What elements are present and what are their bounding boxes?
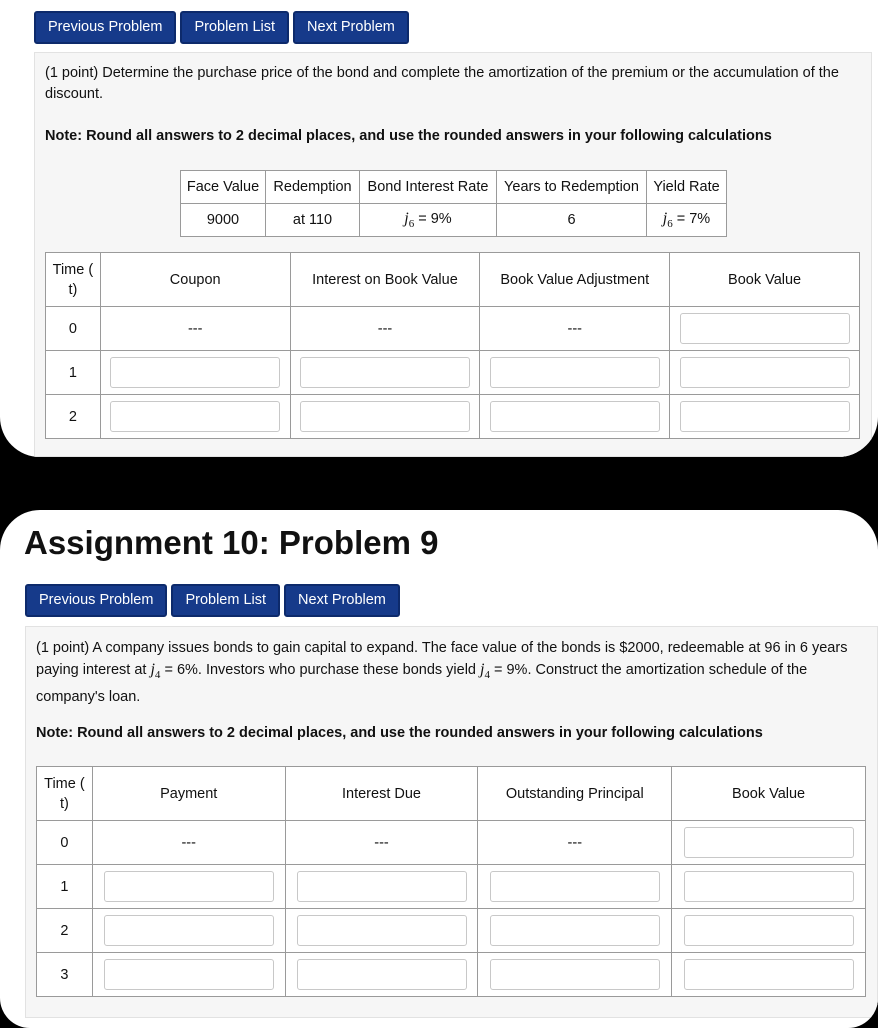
problem-9-card bbox=[0, 510, 878, 1028]
book-value-input-3[interactable] bbox=[684, 959, 854, 990]
book-value-input-1[interactable] bbox=[680, 357, 850, 388]
years-to-redemption-header: Years to Redemption bbox=[497, 171, 647, 204]
problem-list-button[interactable]: Problem List bbox=[171, 584, 280, 617]
coupon-input-1[interactable] bbox=[110, 357, 280, 388]
book-value-cell bbox=[672, 909, 866, 953]
page-title: Assignment 10: Problem 9 bbox=[24, 524, 439, 561]
interest-input-2[interactable] bbox=[300, 401, 470, 432]
table-row bbox=[46, 395, 860, 439]
dash-cell: --- bbox=[478, 821, 672, 865]
dash-cell: --- bbox=[290, 307, 480, 351]
problem-list-button[interactable]: Problem List bbox=[180, 11, 289, 44]
bond-interest-rate-header: Bond Interest Rate bbox=[360, 171, 497, 204]
problem-nav bbox=[34, 11, 409, 44]
dash-cell: --- bbox=[285, 821, 478, 865]
face-value-header: Face Value bbox=[181, 171, 266, 204]
bond-info-table bbox=[180, 170, 727, 237]
book-value-input-2[interactable] bbox=[680, 401, 850, 432]
interest-due-input-3[interactable] bbox=[297, 959, 467, 990]
coupon-cell bbox=[100, 351, 290, 395]
problem-statement: (1 point) A company issues bonds to gain capital to expand. The face value of the bonds is $2000, redeemable at 96 in 6 years paying interest at $j_4 = 6\%$. Investors who purchase these bonds yield $j_4 = 9\%$. Construct the amortization schedule of the company's loan. bbox=[36, 640, 848, 706]
next-problem-button[interactable]: Next Problem bbox=[293, 11, 409, 44]
rate-symbol: $j_4$ bbox=[150, 661, 161, 682]
payment-input-1[interactable] bbox=[104, 871, 274, 902]
interest-cell bbox=[290, 395, 480, 439]
time-cell: 2 bbox=[37, 909, 93, 953]
adjustment-cell bbox=[480, 351, 670, 395]
book-value-cell bbox=[670, 307, 860, 351]
payment-input-2[interactable] bbox=[104, 915, 274, 946]
table-row bbox=[37, 953, 866, 997]
book-value-cell bbox=[672, 821, 866, 865]
dash-cell: --- bbox=[100, 307, 290, 351]
interest-cell bbox=[290, 351, 480, 395]
years-to-redemption-cell: 6 bbox=[497, 204, 647, 237]
rounding-note: Note: Round all answers to 2 decimal places, and use the rounded answers in your following calculations bbox=[45, 128, 772, 144]
book-value-header: Book Value bbox=[670, 253, 860, 307]
payment-cell bbox=[92, 909, 285, 953]
redemption-cell: at 110 bbox=[266, 204, 360, 237]
time-cell: 1 bbox=[37, 865, 93, 909]
problem-nav bbox=[25, 584, 400, 617]
amortization-table bbox=[45, 252, 860, 439]
coupon-header: Coupon bbox=[100, 253, 290, 307]
principal-input-2[interactable] bbox=[490, 915, 660, 946]
face-value-cell: 9000 bbox=[181, 204, 266, 237]
loan-schedule-table bbox=[36, 766, 866, 997]
redemption-header: Redemption bbox=[266, 171, 360, 204]
book-value-cell bbox=[670, 395, 860, 439]
dash-cell: --- bbox=[92, 821, 285, 865]
coupon-cell bbox=[100, 395, 290, 439]
book-value-input-0[interactable] bbox=[680, 313, 850, 344]
rounding-note: Note: Round all answers to 2 decimal places, and use the rounded answers in your following calculations bbox=[36, 725, 763, 741]
table-header-row bbox=[46, 253, 860, 307]
interest-due-input-2[interactable] bbox=[297, 915, 467, 946]
adjustment-cell bbox=[480, 395, 670, 439]
bond-interest-rate-cell: $j_6 = 9\%$ bbox=[360, 204, 497, 237]
time-cell: 0 bbox=[46, 307, 101, 351]
book-value-header: Book Value bbox=[672, 767, 866, 821]
problem-8-card bbox=[0, 0, 878, 457]
previous-problem-button[interactable]: Previous Problem bbox=[25, 584, 167, 617]
time-cell: 0 bbox=[37, 821, 93, 865]
payment-header: Payment bbox=[92, 767, 285, 821]
rate-symbol: $j_4$ bbox=[480, 661, 490, 682]
time-cell: 2 bbox=[46, 395, 101, 439]
book-value-input-0[interactable] bbox=[684, 827, 854, 858]
book-value-cell bbox=[670, 351, 860, 395]
table-row bbox=[46, 351, 860, 395]
table-header-row bbox=[37, 767, 866, 821]
principal-cell bbox=[478, 865, 672, 909]
interest-due-cell bbox=[285, 953, 478, 997]
book-value-cell bbox=[672, 953, 866, 997]
table-row bbox=[37, 865, 866, 909]
outstanding-principal-header: Outstanding Principal bbox=[478, 767, 672, 821]
dash-cell: --- bbox=[480, 307, 670, 351]
time-cell: 1 bbox=[46, 351, 101, 395]
rate-symbol: $j_6$ bbox=[662, 209, 673, 231]
interest-due-header: Interest Due bbox=[285, 767, 478, 821]
table-row bbox=[37, 909, 866, 953]
rate-symbol: $j_6$ bbox=[404, 209, 415, 231]
book-value-cell bbox=[672, 865, 866, 909]
table-row bbox=[37, 821, 866, 865]
adjustment-input-1[interactable] bbox=[490, 357, 660, 388]
adjustment-input-2[interactable] bbox=[490, 401, 660, 432]
principal-cell bbox=[478, 909, 672, 953]
yield-rate-header: Yield Rate bbox=[647, 171, 727, 204]
principal-input-1[interactable] bbox=[490, 871, 660, 902]
yield-rate-cell: $j_6 = 7\%$ bbox=[647, 204, 727, 237]
table-row bbox=[46, 307, 860, 351]
next-problem-button[interactable]: Next Problem bbox=[284, 584, 400, 617]
principal-cell bbox=[478, 953, 672, 997]
book-value-input-2[interactable] bbox=[684, 915, 854, 946]
interest-due-input-1[interactable] bbox=[297, 871, 467, 902]
interest-due-cell bbox=[285, 865, 478, 909]
principal-input-3[interactable] bbox=[490, 959, 660, 990]
previous-problem-button[interactable]: Previous Problem bbox=[34, 11, 176, 44]
problem-statement: (1 point) Determine the purchase price of the bond and complete the amortization of the premium or the accumulation of the discount. bbox=[45, 65, 839, 102]
coupon-input-2[interactable] bbox=[110, 401, 280, 432]
interest-header: Interest on Book Value bbox=[290, 253, 480, 307]
time-header: Time ( t) bbox=[37, 767, 93, 821]
book-value-input-1[interactable] bbox=[684, 871, 854, 902]
payment-cell bbox=[92, 865, 285, 909]
time-header: Time ( t) bbox=[46, 253, 101, 307]
payment-input-3[interactable] bbox=[104, 959, 274, 990]
adjustment-header: Book Value Adjustment bbox=[480, 253, 670, 307]
payment-cell bbox=[92, 953, 285, 997]
time-cell: 3 bbox=[37, 953, 93, 997]
interest-due-cell bbox=[285, 909, 478, 953]
interest-input-1[interactable] bbox=[300, 357, 470, 388]
